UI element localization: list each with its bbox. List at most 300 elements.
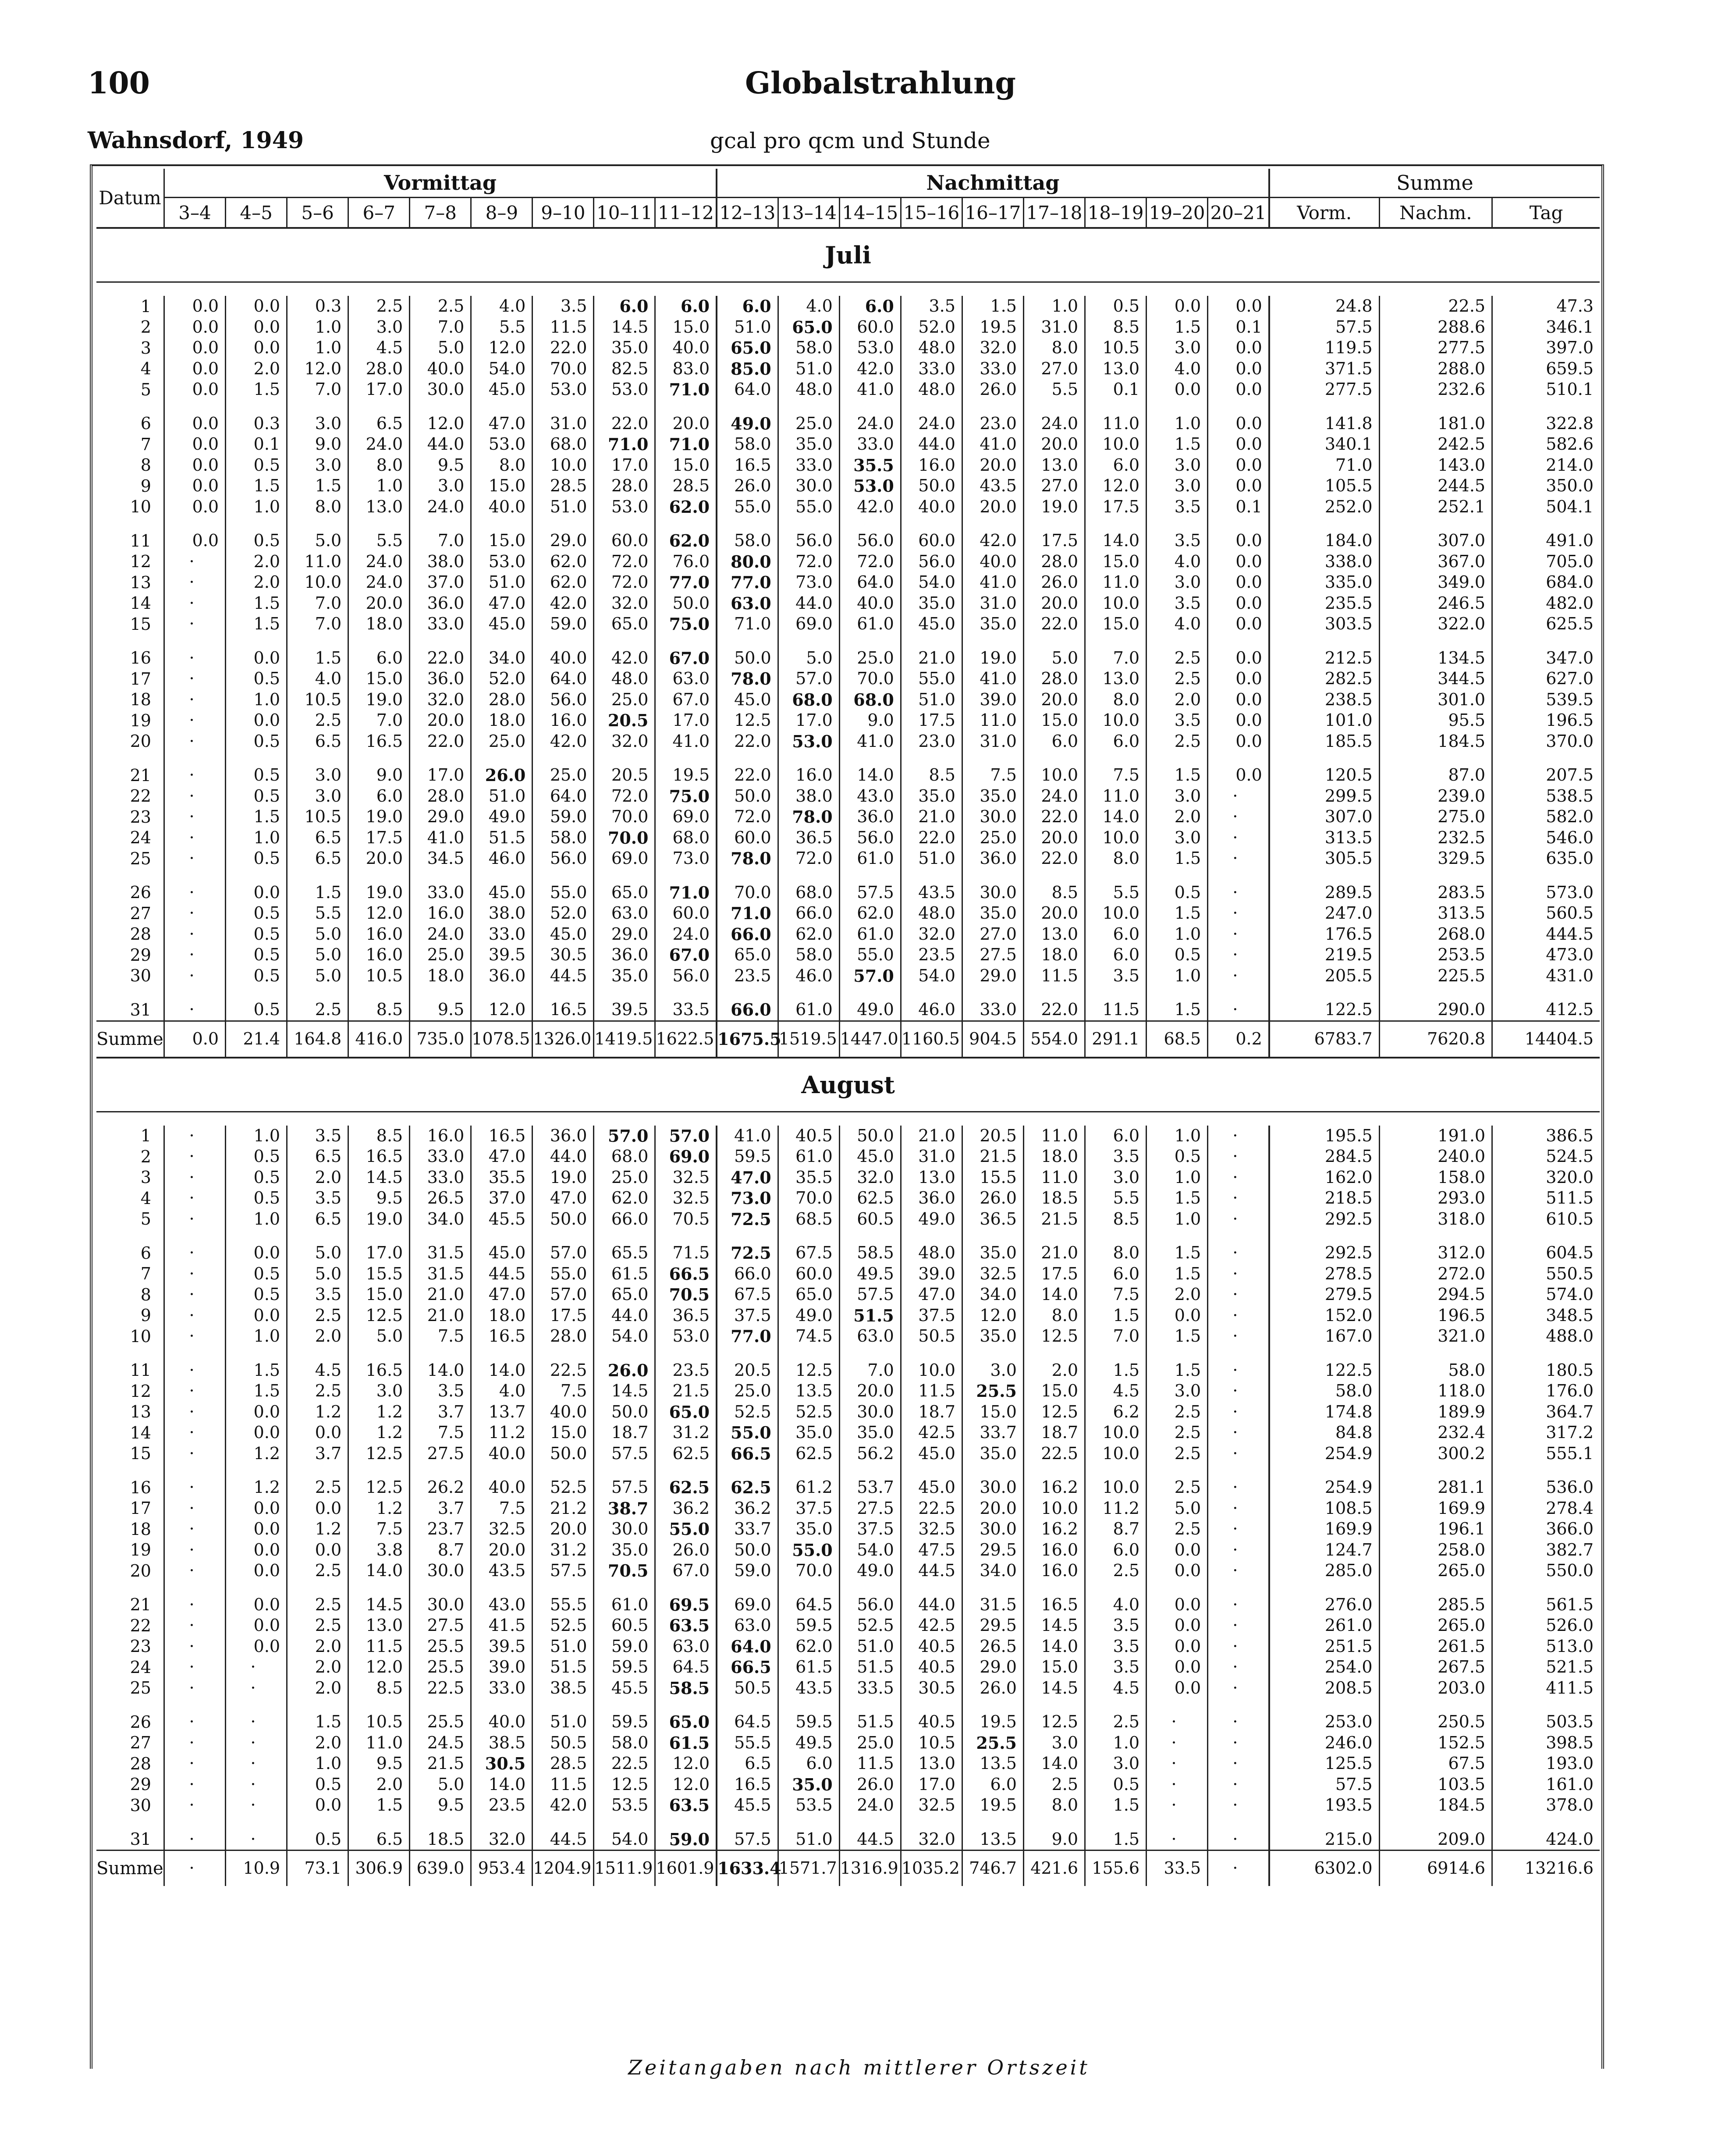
- hour-value-cell: 62.0: [778, 924, 839, 945]
- hour-header: 12–13: [717, 198, 778, 228]
- hour-value-cell: 32.5: [901, 1795, 962, 1816]
- hour-value-cell: 16.0: [1023, 1540, 1085, 1561]
- hour-value-cell: 47.5: [901, 1540, 962, 1561]
- hour-value-cell: 0.5: [226, 1146, 287, 1167]
- sum-cell: 292.5: [1269, 1243, 1379, 1264]
- sum-cell: 312.0: [1379, 1243, 1492, 1264]
- hour-value-cell: 10.5: [287, 806, 348, 828]
- hour-value-cell: 63.5: [655, 1795, 717, 1816]
- hour-value-cell: 29.0: [962, 1657, 1023, 1678]
- sum-cell: 176.5: [1269, 924, 1379, 945]
- summe-cell: 953.4: [471, 1851, 532, 1886]
- sum-cell: 431.0: [1492, 966, 1600, 987]
- hour-value-cell: 20.0: [1023, 593, 1085, 614]
- hour-value-cell: 5.5: [471, 317, 532, 338]
- hour-value-cell: 51.0: [532, 497, 594, 518]
- hour-value-cell: 7.0: [1085, 1326, 1147, 1347]
- hour-value-cell: 52.5: [717, 1402, 778, 1423]
- sum-cell: 208.5: [1269, 1678, 1379, 1699]
- hour-value-cell: 20.0: [348, 848, 410, 869]
- hour-value-cell: 41.0: [962, 668, 1023, 689]
- hour-value-cell: 36.0: [471, 966, 532, 987]
- hour-value-cell: 57.5: [839, 882, 901, 903]
- hour-value-cell: 33.0: [471, 1678, 532, 1699]
- hour-value-cell: 36.0: [410, 668, 471, 689]
- hour-value-cell: 0.0: [1208, 765, 1269, 786]
- table-row: [96, 731, 1600, 752]
- hour-value-cell: 70.5: [655, 1209, 717, 1230]
- hour-value-cell: 3.5: [287, 1284, 348, 1305]
- hour-value-cell: 2.5: [1147, 1443, 1208, 1464]
- sum-cell: 181.0: [1379, 413, 1492, 434]
- hour-value-cell: 10.0: [1023, 1498, 1085, 1519]
- hour-value-cell: 57.0: [778, 668, 839, 689]
- sum-cell: 305.5: [1269, 848, 1379, 869]
- hour-value-cell: 5.5: [348, 530, 410, 551]
- day-cell: 1: [140, 1126, 151, 1146]
- hour-value-cell: 60.5: [594, 1615, 655, 1636]
- table-row: [96, 476, 1600, 497]
- hour-value-cell: 72.5: [717, 1209, 778, 1230]
- hour-value-cell: 58.0: [717, 434, 778, 455]
- hour-value-cell: 56.2: [839, 1443, 901, 1464]
- hour-value-cell: 1.5: [1147, 1360, 1208, 1381]
- hour-value-cell: 70.0: [717, 882, 778, 903]
- sum-cell: 411.5: [1492, 1678, 1600, 1699]
- hour-value-cell: 35.0: [962, 614, 1023, 635]
- hour-value-cell: 33.0: [778, 455, 839, 476]
- hour-value-cell: 1.0: [287, 337, 348, 359]
- sum-cell: 550.5: [1492, 1264, 1600, 1285]
- hour-value-cell: 57.0: [655, 1126, 717, 1147]
- hour-value-cell: 14.5: [348, 1595, 410, 1616]
- sum-cell: 225.5: [1379, 966, 1492, 987]
- hour-value-cell: 44.5: [901, 1560, 962, 1581]
- hour-value-cell: 50.0: [717, 1540, 778, 1561]
- sum-cell: 47.3: [1492, 296, 1600, 317]
- hour-value-cell: 41.0: [962, 572, 1023, 593]
- table-row: [96, 1636, 1600, 1657]
- hour-value-cell: ·: [1208, 1243, 1269, 1264]
- summe-row: [96, 1021, 1600, 1058]
- hour-value-cell: 23.7: [410, 1519, 471, 1540]
- hour-value-cell: 64.0: [532, 786, 594, 807]
- hour-value-cell: 63.0: [839, 1326, 901, 1347]
- hour-value-cell: 0.0: [226, 1498, 287, 1519]
- hour-value-cell: 0.0: [1147, 1540, 1208, 1561]
- hour-value-cell: 15.0: [348, 1284, 410, 1305]
- hour-value-cell: ·: [1208, 1305, 1269, 1326]
- hour-value-cell: 62.0: [594, 1188, 655, 1209]
- hour-value-cell: 3.0: [1147, 455, 1208, 476]
- hour-value-cell: 9.5: [348, 1188, 410, 1209]
- hour-value-cell: 72.0: [594, 572, 655, 593]
- sum-cell: 378.0: [1492, 1795, 1600, 1816]
- hour-value-cell: 0.0: [1208, 710, 1269, 731]
- hour-value-cell: 26.0: [962, 1188, 1023, 1209]
- hour-value-cell: 1.5: [287, 882, 348, 903]
- hour-value-cell: 31.2: [532, 1540, 594, 1561]
- hour-value-cell: 24.0: [348, 572, 410, 593]
- hour-value-cell: 21.0: [901, 1126, 962, 1147]
- hour-value-cell: 0.0: [1147, 1657, 1208, 1678]
- hour-value-cell: 26.0: [655, 1540, 717, 1561]
- hour-value-cell: 56.0: [778, 530, 839, 551]
- hour-value-cell: ·: [164, 1284, 225, 1305]
- hour-value-cell: 14.0: [348, 1560, 410, 1581]
- hour-value-cell: 61.0: [594, 1595, 655, 1616]
- hour-value-cell: 14.5: [1023, 1678, 1085, 1699]
- hour-value-cell: ·: [164, 1381, 225, 1402]
- hour-value-cell: 7.0: [839, 1360, 901, 1381]
- hour-value-cell: 26.0: [594, 1360, 655, 1381]
- hour-value-cell: 4.5: [1085, 1678, 1147, 1699]
- hour-value-cell: 0.0: [1208, 731, 1269, 752]
- table-row: [96, 945, 1600, 966]
- summe-label: Summe: [96, 1021, 164, 1058]
- hour-value-cell: 68.5: [778, 1209, 839, 1230]
- table-row: [96, 1498, 1600, 1519]
- hour-value-cell: 2.5: [1085, 1712, 1147, 1733]
- hour-value-cell: 24.0: [348, 434, 410, 455]
- hour-value-cell: 0.0: [164, 413, 225, 434]
- hour-value-cell: 20.0: [471, 1540, 532, 1561]
- hour-value-cell: 27.5: [410, 1615, 471, 1636]
- sum-cell: 412.5: [1492, 999, 1600, 1021]
- hour-value-cell: ·: [164, 1712, 225, 1733]
- hour-value-cell: 1.5: [1147, 1188, 1208, 1209]
- hour-value-cell: 37.5: [778, 1498, 839, 1519]
- sum-cell: 195.5: [1269, 1126, 1379, 1147]
- hour-value-cell: 28.5: [532, 1753, 594, 1774]
- hour-value-cell: 13.0: [348, 497, 410, 518]
- hour-value-cell: 0.0: [1208, 359, 1269, 380]
- sum-cell: 253.0: [1269, 1712, 1379, 1733]
- sum-cell: 555.1: [1492, 1443, 1600, 1464]
- hour-value-cell: 2.5: [287, 1477, 348, 1498]
- hour-value-cell: 53.5: [594, 1795, 655, 1816]
- hour-value-cell: 39.5: [471, 945, 532, 966]
- table-row: [96, 1829, 1600, 1851]
- table-row: [96, 1540, 1600, 1561]
- sum-cell: 162.0: [1269, 1167, 1379, 1188]
- summe-cell: 14404.5: [1492, 1021, 1600, 1058]
- hour-value-cell: ·: [164, 1402, 225, 1423]
- hour-value-cell: 11.5: [901, 1381, 962, 1402]
- hour-value-cell: 16.0: [901, 455, 962, 476]
- hour-value-cell: ·: [1208, 1477, 1269, 1498]
- hour-value-cell: 80.0: [717, 551, 778, 572]
- hour-value-cell: ·: [164, 1753, 225, 1774]
- hour-value-cell: 57.0: [532, 1243, 594, 1264]
- table-row: [96, 668, 1600, 689]
- hour-value-cell: 22.0: [410, 731, 471, 752]
- hour-value-cell: 23.0: [962, 413, 1023, 434]
- hour-value-cell: 1.5: [226, 806, 287, 828]
- hour-value-cell: 36.0: [594, 945, 655, 966]
- hour-value-cell: ·: [164, 786, 225, 807]
- table-row: [96, 1774, 1600, 1795]
- hour-value-cell: 1.5: [1085, 1829, 1147, 1851]
- hour-value-cell: 52.5: [532, 1477, 594, 1498]
- hour-value-cell: ·: [1208, 1146, 1269, 1167]
- table-row: [96, 1264, 1600, 1285]
- sum-cell: 561.5: [1492, 1595, 1600, 1616]
- hour-value-cell: 41.0: [962, 434, 1023, 455]
- hour-value-cell: 12.5: [1023, 1712, 1085, 1733]
- sum-cell: 550.0: [1492, 1560, 1600, 1581]
- hour-header: 20–21: [1208, 198, 1269, 228]
- sum-cell: 635.0: [1492, 848, 1600, 869]
- summe-cell: 0.2: [1208, 1021, 1269, 1058]
- hour-value-cell: 53.0: [594, 497, 655, 518]
- hour-value-cell: 41.5: [471, 1615, 532, 1636]
- hour-value-cell: 46.0: [778, 966, 839, 987]
- hour-value-cell: 63.0: [655, 668, 717, 689]
- hour-value-cell: 71.0: [717, 614, 778, 635]
- hour-value-cell: 17.5: [1023, 1264, 1085, 1285]
- summe-cell: ·: [1208, 1851, 1269, 1886]
- hour-value-cell: 22.0: [1023, 614, 1085, 635]
- hour-value-cell: 40.0: [471, 1477, 532, 1498]
- hour-header: 14–15: [839, 198, 901, 228]
- hour-value-cell: 59.0: [655, 1829, 717, 1851]
- hour-value-cell: 0.0: [1208, 614, 1269, 635]
- hour-value-cell: 12.0: [348, 903, 410, 924]
- hour-value-cell: 51.0: [839, 1636, 901, 1657]
- sum-cell: 24.8: [1269, 296, 1379, 317]
- hour-value-cell: 0.1: [1208, 317, 1269, 338]
- hour-value-cell: 14.0: [1023, 1284, 1085, 1305]
- hour-value-cell: 73.0: [717, 1188, 778, 1209]
- hour-value-cell: 0.0: [1147, 1678, 1208, 1699]
- hour-value-cell: 0.0: [226, 317, 287, 338]
- hour-value-cell: 14.5: [1023, 1615, 1085, 1636]
- hour-value-cell: ·: [164, 1360, 225, 1381]
- sum-cell: 122.5: [1269, 999, 1379, 1021]
- summe-label: Summe: [96, 1851, 164, 1886]
- hour-value-cell: 12.0: [1085, 476, 1147, 497]
- hour-value-cell: 1.5: [226, 476, 287, 497]
- sum-cell: 152.5: [1379, 1733, 1492, 1754]
- hour-value-cell: 55.5: [532, 1595, 594, 1616]
- hour-value-cell: 4.0: [778, 296, 839, 317]
- hour-value-cell: ·: [164, 1243, 225, 1264]
- sum-cell: 329.5: [1379, 848, 1492, 869]
- hour-value-cell: 6.0: [1023, 731, 1085, 752]
- hour-value-cell: ·: [1147, 1733, 1208, 1754]
- hour-value-cell: 1.0: [226, 1209, 287, 1230]
- sum-cell: 122.5: [1269, 1360, 1379, 1381]
- hour-value-cell: 24.0: [1023, 786, 1085, 807]
- hour-value-cell: 66.0: [717, 1264, 778, 1285]
- sum-cell: 627.0: [1492, 668, 1600, 689]
- hour-value-cell: 3.5: [1085, 1636, 1147, 1657]
- hour-value-cell: 54.0: [901, 966, 962, 987]
- summe-cell: 1519.5: [778, 1021, 839, 1058]
- day-cell: 25: [130, 1678, 151, 1698]
- hour-value-cell: 39.0: [471, 1657, 532, 1678]
- sum-cell: 58.0: [1269, 1381, 1379, 1402]
- sum-cell: 511.5: [1492, 1188, 1600, 1209]
- hour-value-cell: 51.0: [901, 689, 962, 710]
- hour-value-cell: 10.0: [1085, 434, 1147, 455]
- hour-value-cell: ·: [164, 1560, 225, 1581]
- hour-value-cell: ·: [164, 1595, 225, 1616]
- hour-value-cell: ·: [164, 903, 225, 924]
- sum-cell: 582.0: [1492, 806, 1600, 828]
- hour-value-cell: 18.7: [1023, 1422, 1085, 1443]
- sum-cell: 338.0: [1269, 551, 1379, 572]
- summe-cell: 1571.7: [778, 1851, 839, 1886]
- hour-value-cell: 32.0: [471, 1829, 532, 1851]
- hour-value-cell: 45.5: [717, 1795, 778, 1816]
- hour-value-cell: 8.7: [1085, 1519, 1147, 1540]
- hour-value-cell: 38.0: [778, 786, 839, 807]
- sum-cell: 184.5: [1379, 1795, 1492, 1816]
- hour-value-cell: ·: [164, 1657, 225, 1678]
- hour-value-cell: 11.0: [1023, 1126, 1085, 1147]
- hour-value-cell: 50.0: [532, 1209, 594, 1230]
- hour-value-cell: 50.0: [717, 648, 778, 669]
- hour-value-cell: 60.0: [901, 530, 962, 551]
- sum-column-header: Vorm.: [1269, 198, 1379, 228]
- hour-value-cell: 15.0: [1023, 710, 1085, 731]
- hour-value-cell: 18.7: [594, 1422, 655, 1443]
- hour-value-cell: 41.0: [410, 828, 471, 849]
- hour-value-cell: ·: [164, 765, 225, 786]
- hour-value-cell: 72.0: [778, 551, 839, 572]
- hour-value-cell: 3.7: [410, 1402, 471, 1423]
- hour-value-cell: 60.0: [778, 1264, 839, 1285]
- hour-value-cell: 8.7: [410, 1540, 471, 1561]
- hour-value-cell: 3.5: [1085, 966, 1147, 987]
- hour-value-cell: 43.5: [778, 1678, 839, 1699]
- sum-cell: 313.5: [1269, 828, 1379, 849]
- hour-value-cell: 4.0: [471, 1381, 532, 1402]
- hour-value-cell: 59.0: [532, 806, 594, 828]
- hour-value-cell: 59.5: [778, 1615, 839, 1636]
- hour-value-cell: 35.0: [962, 903, 1023, 924]
- hour-value-cell: 3.0: [1147, 572, 1208, 593]
- hour-value-cell: 16.5: [348, 731, 410, 752]
- hour-value-cell: 55.0: [901, 668, 962, 689]
- hour-value-cell: 1.2: [287, 1402, 348, 1423]
- sum-cell: 344.5: [1379, 668, 1492, 689]
- summe-cell: 1622.5: [655, 1021, 717, 1058]
- hour-value-cell: 41.0: [839, 379, 901, 400]
- radiation-table: [96, 169, 1600, 1886]
- day-cell: 29: [130, 945, 151, 965]
- hour-value-cell: 24.0: [410, 924, 471, 945]
- hour-value-cell: 0.0: [1208, 689, 1269, 710]
- hour-value-cell: 47.0: [901, 1284, 962, 1305]
- hour-value-cell: 71.0: [655, 882, 717, 903]
- hour-value-cell: ·: [226, 1795, 287, 1816]
- hour-value-cell: ·: [164, 1167, 225, 1188]
- hour-value-cell: 45.0: [901, 1477, 962, 1498]
- hour-value-cell: 1.0: [1147, 1167, 1208, 1188]
- hour-value-cell: 30.0: [962, 1519, 1023, 1540]
- hour-value-cell: 6.0: [348, 648, 410, 669]
- table-row: [96, 710, 1600, 731]
- sum-cell: 246.5: [1379, 593, 1492, 614]
- hour-value-cell: ·: [1208, 1595, 1269, 1616]
- hour-value-cell: 15.5: [962, 1167, 1023, 1188]
- hour-value-cell: 25.0: [594, 689, 655, 710]
- hour-value-cell: 16.5: [717, 1774, 778, 1795]
- hour-value-cell: 5.0: [348, 1326, 410, 1347]
- table-row: [96, 1733, 1600, 1754]
- hour-value-cell: 26.5: [962, 1636, 1023, 1657]
- hour-value-cell: 25.0: [532, 765, 594, 786]
- hour-value-cell: ·: [164, 1188, 225, 1209]
- hour-value-cell: 1.0: [226, 828, 287, 849]
- table-row: [96, 434, 1600, 455]
- hour-value-cell: 1.0: [226, 497, 287, 518]
- hour-value-cell: 1.2: [348, 1402, 410, 1423]
- sum-cell: 346.1: [1492, 317, 1600, 338]
- hour-value-cell: 60.0: [717, 828, 778, 849]
- hour-value-cell: 27.0: [962, 924, 1023, 945]
- hour-value-cell: 67.0: [655, 689, 717, 710]
- hour-value-cell: 51.5: [839, 1305, 901, 1326]
- hour-value-cell: 10.5: [901, 1733, 962, 1754]
- sum-cell: 349.0: [1379, 572, 1492, 593]
- hour-value-cell: 35.0: [594, 966, 655, 987]
- hour-value-cell: 59.0: [532, 614, 594, 635]
- hour-value-cell: 2.5: [287, 710, 348, 731]
- hour-value-cell: 57.0: [839, 966, 901, 987]
- sum-cell: 282.5: [1269, 668, 1379, 689]
- hour-value-cell: 33.0: [410, 614, 471, 635]
- table-row: [96, 614, 1600, 635]
- hour-value-cell: 5.0: [410, 1774, 471, 1795]
- sum-cell: 247.0: [1269, 903, 1379, 924]
- hour-value-cell: 40.0: [532, 1402, 594, 1423]
- hour-value-cell: 4.5: [1085, 1381, 1147, 1402]
- hour-value-cell: 35.0: [778, 434, 839, 455]
- sum-cell: 161.0: [1492, 1774, 1600, 1795]
- hour-value-cell: 68.0: [594, 1146, 655, 1167]
- hour-value-cell: 44.0: [778, 593, 839, 614]
- hour-value-cell: 0.5: [226, 530, 287, 551]
- hour-value-cell: ·: [226, 1657, 287, 1678]
- hour-value-cell: 30.0: [410, 1595, 471, 1616]
- hour-value-cell: 26.0: [962, 1678, 1023, 1699]
- vormittag-header: Vormittag: [164, 169, 717, 198]
- hour-value-cell: 0.0: [1208, 476, 1269, 497]
- hour-value-cell: 12.5: [778, 1360, 839, 1381]
- hour-value-cell: 53.0: [471, 551, 532, 572]
- hour-value-cell: 30.0: [778, 476, 839, 497]
- hour-value-cell: 0.0: [1208, 530, 1269, 551]
- hour-value-cell: 16.5: [471, 1326, 532, 1347]
- hour-value-cell: 40.5: [901, 1636, 962, 1657]
- hour-value-cell: 52.5: [532, 1615, 594, 1636]
- hour-value-cell: 26.0: [1023, 572, 1085, 593]
- day-cell: 20: [130, 1561, 151, 1581]
- hour-value-cell: 13.0: [1085, 668, 1147, 689]
- hour-value-cell: 14.5: [348, 1167, 410, 1188]
- hour-value-cell: 65.0: [655, 1402, 717, 1423]
- day-cell: 12: [130, 552, 151, 572]
- hour-value-cell: 39.0: [962, 689, 1023, 710]
- sum-cell: 191.0: [1379, 1126, 1492, 1147]
- sum-cell: 283.5: [1379, 882, 1492, 903]
- summe-cell: 10.9: [226, 1851, 287, 1886]
- sum-cell: 125.5: [1269, 1753, 1379, 1774]
